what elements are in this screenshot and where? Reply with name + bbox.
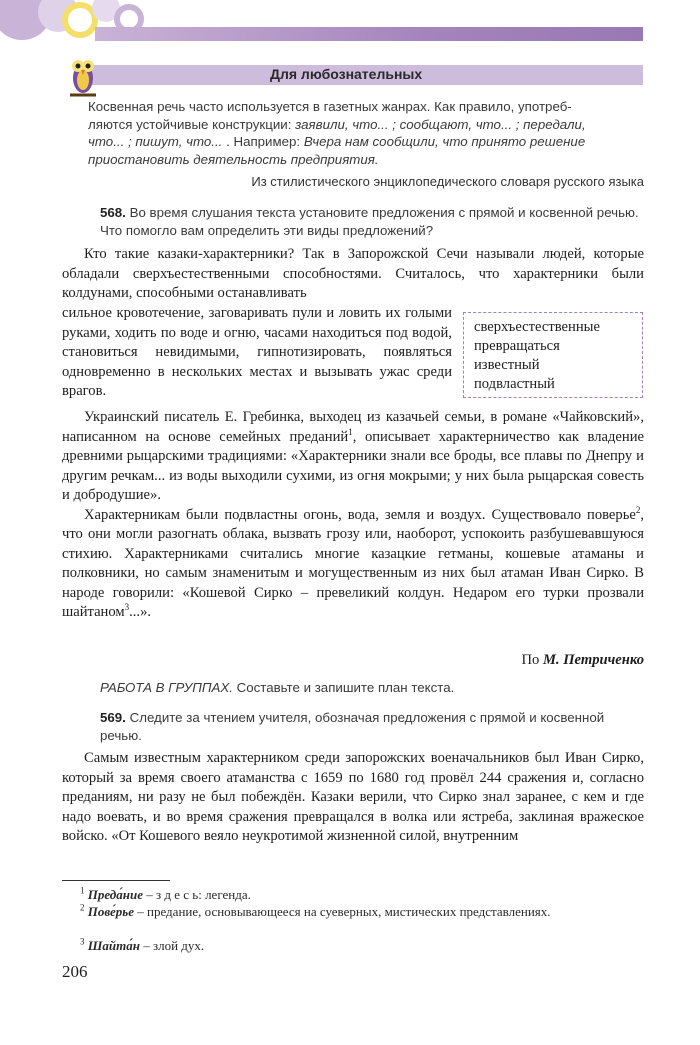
text-569 bbox=[62, 749, 644, 847]
footnote-divider bbox=[62, 880, 170, 881]
main-text-narrow bbox=[62, 304, 452, 402]
vocabulary-box bbox=[463, 312, 643, 398]
paragraph-2: Украинский писатель Е. Гребинка, выходец из казачьей семьи, в романе «Чайковский», написанном на основе семейных преданий$^1$, описывает характерничество как владение древними рыцарскими традициями: «Характерники знали все броды, все плавы по Днепру и другим речкам... из воды выходили сухими, из огня мокрыми; у них была рыцарская совесть и добродушие». bbox=[62, 409, 644, 503]
paragraph-3: Характерникам были подвластны огонь, вода, земля и воздух. Существовало поверье$^2$, что они могли разогнать облака, вызвать грозу или, наоборот, успокоить разбушевавшуюся стихию. Характерниками считались многие казацкие гетманы, кошевые атаманы и полковники, но самым знаменитым и могущественным из них был атаман Иван Сирко. В народе говорили: «Кошевой Сирко – превеликий колдун. Недаром его турки прозвали шайтаном$^3$...». bbox=[62, 504, 644, 620]
info-line: Косвенная речь часто используется в газетных жанрах. Как правило, употреб- bbox=[88, 99, 572, 114]
footnote-3: $^3$ Шайта́н – злой дух. bbox=[80, 936, 205, 953]
author-credit: По М. Петриченко bbox=[521, 652, 644, 668]
main-text-bottom bbox=[62, 408, 644, 623]
task-569 bbox=[100, 709, 644, 744]
vocab-word: известный bbox=[474, 357, 540, 373]
vocab-word: превращаться bbox=[474, 338, 560, 354]
task-number: 568. bbox=[100, 205, 126, 220]
header-band bbox=[95, 27, 643, 41]
page-number: 206 bbox=[62, 962, 88, 981]
info-source: Из стилистического энциклопедического словаря русского языка bbox=[251, 174, 644, 189]
info-line: приостановить деятельность предприятия. bbox=[88, 151, 379, 167]
info-line: что... ; пишут, что... . Например: Вчера нам сообщили, что принято решение bbox=[88, 134, 586, 149]
info-line: ляются устойчивые конструкции: заявили, что... ; сообщают, что... ; передали, bbox=[88, 116, 586, 132]
info-box-text bbox=[88, 98, 644, 168]
paragraph-1-top: Кто такие казаки-характерники? Так в Запорожской Сечи называли людей, которые обладали сверхъестественными способностями. Считалось, что характерники были колдунами, способными останавливать bbox=[62, 246, 644, 301]
owl-icon bbox=[68, 50, 98, 98]
footnote-1: $^1$ Преда́ние – з д е с ь: легенда. bbox=[80, 885, 251, 902]
task-568 bbox=[100, 204, 644, 239]
task-number: 569. bbox=[100, 710, 126, 725]
vocab-word: подвластный bbox=[474, 376, 555, 392]
task-text: Следите за чтением учителя, обозначая предложения с прямой и косвенной речью. bbox=[100, 710, 605, 743]
section-title: Для любознательных bbox=[270, 66, 423, 82]
paragraph-1-narrow: сильное кровотечение, заговаривать пули и ловить их голыми руками, ходить по воде и огню, часами находиться под водой, становиться невидимыми, гипнотизировать, появляться одновременно в нескольких местах и вызывать ужас среди врагов. bbox=[62, 305, 452, 399]
task-text: Во время слушания текста установите предложения с прямой и косвенной речью. Что помогло вам определить эти виды предложений? bbox=[100, 205, 639, 238]
header-decoration bbox=[0, 0, 700, 60]
vocab-word: сверхъестественные bbox=[474, 319, 600, 335]
paragraph-569: Самым известным характерником среди запорожских военачальников был Иван Сирко, который за время своего атаманства с 1659 по 1680 год провёл 244 сражения и, согласно преданиям, ни разу не был побеждён. Казаки верили, что Сирко знал заранее, с кем и где надо воевать, и во время сражения превращался в волка или ястреба, заклиная вражеское войско. «От Кошевого веяло неукротимой жизненной силой, внутренним bbox=[62, 750, 644, 844]
main-text-top bbox=[62, 245, 644, 303]
group-work: РАБОТА В ГРУППАХ. Составьте и запишите план текста. bbox=[100, 680, 455, 695]
footnote-2: $^2$ Пове́рье – предание, основывающееся на суеверных, мистических представлениях. bbox=[80, 902, 551, 919]
